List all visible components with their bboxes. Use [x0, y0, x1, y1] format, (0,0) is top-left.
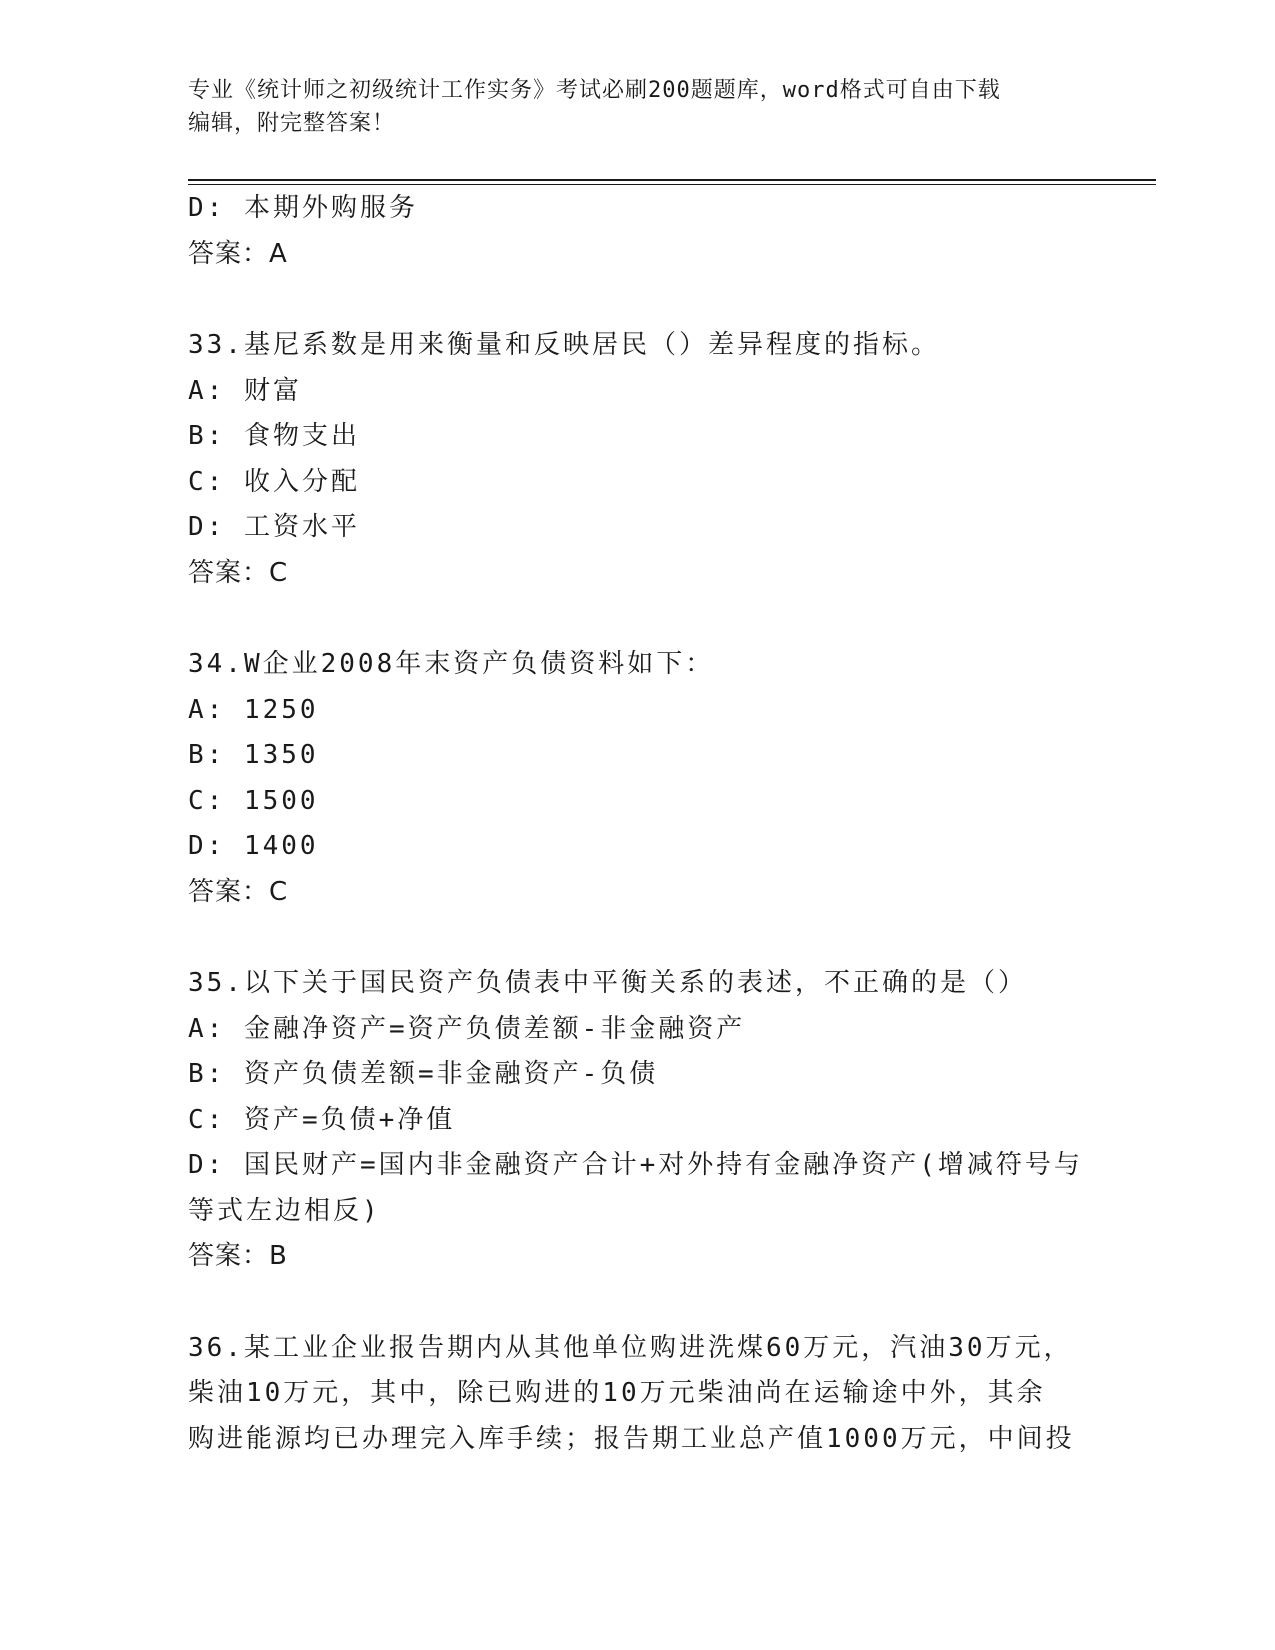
option-c: C: 收入分配	[188, 466, 360, 497]
option-b: B: 资产负债差额=非金融资产-负债	[188, 1059, 659, 1089]
question-text-line-2: 柴油10万元，其中，除已购进的10万元柴油尚在运输途中外，其余	[188, 1378, 1046, 1408]
question-text: 34.W企业2008年末资产负债资料如下：	[188, 649, 715, 679]
question-text: 33.基尼系数是用来衡量和反映居民（）差异程度的指标。	[188, 330, 940, 360]
question-35	[188, 961, 1088, 1280]
answer: 答案：B	[188, 1241, 288, 1271]
question-33	[188, 323, 1088, 596]
question-34	[188, 642, 1088, 915]
header-divider-thick	[188, 179, 1156, 181]
document-header	[188, 74, 1088, 140]
option-c: C: 资产=负债+净值	[188, 1104, 456, 1135]
answer: 答案：A	[188, 238, 288, 269]
option-b: B: 食物支出	[188, 421, 360, 451]
spacer	[188, 915, 1088, 961]
question-36	[188, 1326, 1088, 1463]
option-d: D: 工资水平	[188, 512, 360, 542]
option-d: D: 本期外购服务	[188, 193, 418, 223]
option-a: A: 1250	[188, 694, 319, 725]
option-b: B: 1350	[188, 740, 319, 770]
header-title-line-1: 专业《统计师之初级统计工作实务》考试必刷200题题库，word格式可自由下载	[188, 78, 1001, 103]
spacer	[188, 596, 1088, 642]
answer: 答案：C	[188, 557, 289, 588]
answer: 答案：C	[188, 876, 289, 907]
option-d-line-1: D: 国民财产=国内非金融资产合计+对外持有金融净资产(增减符号与	[188, 1150, 1083, 1180]
spacer	[188, 1280, 1088, 1326]
option-c: C: 1500	[188, 785, 319, 816]
header-title-line-2: 编辑，附完整答案！	[188, 111, 396, 136]
question-text-line-3: 购进能源均已办理完入库手续；报告期工业总产值1000万元，中间投	[188, 1423, 1075, 1454]
option-d-line-2: 等式左边相反)	[188, 1195, 381, 1226]
question-text-line-1: 36.某工业企业报告期内从其他单位购进洗煤60万元，汽油30万元，	[188, 1332, 1073, 1363]
question-text: 35.以下关于国民资产负债表中平衡关系的表述，不正确的是（）	[188, 968, 1027, 998]
option-d: D: 1400	[188, 831, 319, 861]
option-a: A: 财富	[188, 375, 302, 406]
option-a: A: 金融净资产=资产负债差额-非金融资产	[188, 1013, 746, 1044]
question-32-tail	[188, 186, 1088, 277]
header-divider-thin	[188, 184, 1156, 185]
spacer	[188, 277, 1088, 323]
document-body	[188, 186, 1088, 1462]
